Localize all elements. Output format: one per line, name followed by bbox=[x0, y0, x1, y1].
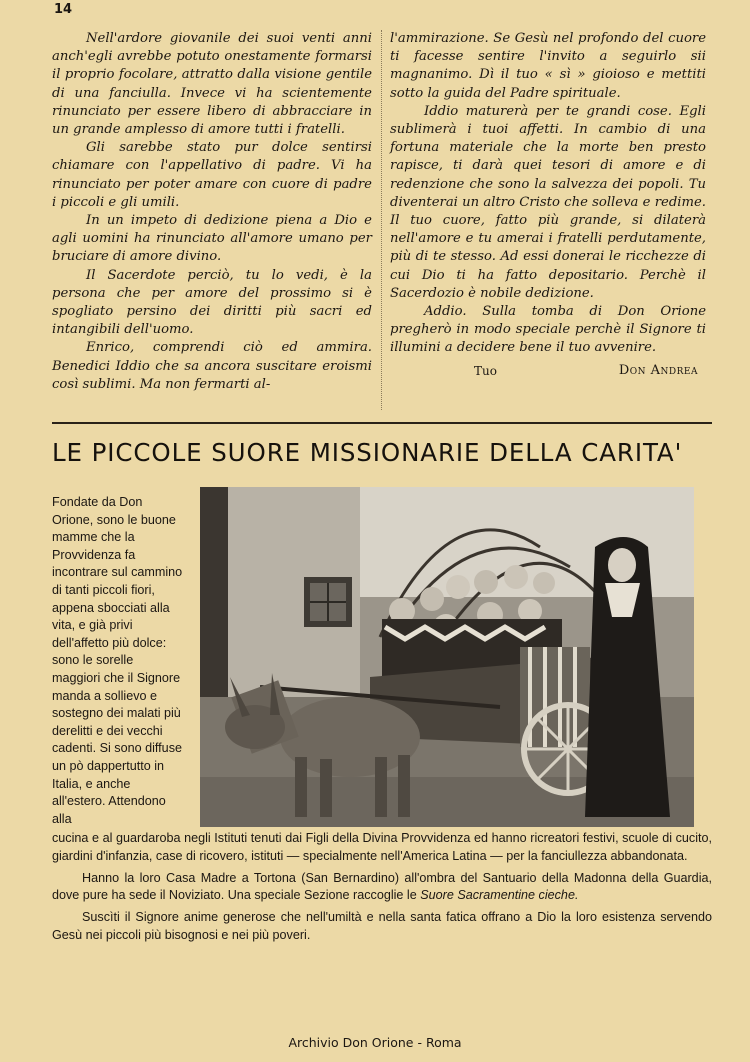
article-paragraph: cucina e al guardaroba negli Istituti tenuti dai Figli della Divina Provvidenza ed hanno ricreatori festivi, scuole di cucito, giardini d'infanzia, case di ricovero, istituti — specialmente nell'America Latina — per la fanciullezza abbandonata. bbox=[52, 831, 712, 863]
article-emphasis: Suore Sacramentine cieche. bbox=[420, 888, 579, 903]
article-headline: LE PICCOLE SUORE MISSIONARIE DELLA CARITA' bbox=[52, 438, 683, 467]
letter-paragraph: Il Sacerdote perciò, tu lo vedi, è la persona che per amore del prossimo si è spogliato persino dei diritti più sacri ed intangibili dell'uomo. bbox=[52, 267, 372, 338]
letter-signature bbox=[390, 362, 706, 380]
page-number: 14 bbox=[54, 2, 73, 17]
letter-paragraph: In un impeto di dedizione piena a Dio e agli uomini ha rinunciato all'amore umano per bruciare di amore divino. bbox=[52, 213, 372, 265]
article-paragraph: Suscìti il Signore anime generose che nell'umiltà e nella santa fatica offrano a Dio la loro esistenza servendo Gesù nei piccoli più bisognosi e nei più poveri. bbox=[52, 910, 712, 942]
letter-column-left bbox=[52, 30, 372, 394]
letter-paragraph: l'ammirazione. Se Gesù nel profondo del cuore ti facesse sentire l'invito a seguirlo sii magnanimo. Dì il tuo « sì » gioioso e mettiti sotto la guida del Padre spirituale. bbox=[390, 31, 706, 101]
archive-footer: Archivio Don Orione - Roma bbox=[288, 1035, 462, 1050]
article-paragraph-text: Hanno la loro Casa Madre a Tortona (San Bernardino) all'ombra del Santuario della Madonna della Guardia, dove pure ha sede il Noviziato. Una speciale Sezione raccoglie le bbox=[52, 870, 712, 903]
article-paragraph bbox=[52, 870, 712, 906]
article-intro: Fondate da Don Orione, sono le buone mamme che la Provvidenza fa incontrare sul cammino di tanti piccoli fiori, appena sbocciati alla vita, e già privi dell'affetto più dolce: sono le sorelle maggiori che il Signore manda a sollievo e sostegno dei malati più derelitti e dei vecchi cadenti. Si sono diffuse un pò dappertutto in Italia, e anche all'estero. Attendono alla bbox=[52, 495, 183, 826]
letter-closing: Tuo bbox=[474, 363, 497, 378]
letter-column-right bbox=[390, 30, 706, 380]
section-rule bbox=[52, 422, 712, 424]
letter-paragraph: Enrico, comprendi ciò ed ammira. Benedici Iddio che sa ancora suscitare eroismi così sublimi. Ma non fermarti al- bbox=[52, 340, 372, 392]
letter-paragraph: Iddio maturerà per te grandi cose. Egli sublimerà i tuoi affetti. In cambio di una fortuna materiale che la morte ben presto rapisce, ti darà quei tesori di amore e di redenzione che sono la salvezza dei popoli. Tu diventerai un altro Cristo che solleva e redime. Il tuo cuore, fatto più grande, si dilaterà nell'amore e tu amerai i fratelli perdutamente, più di te stesso. Ad essi donerai le ricchezze di cui Dio ti ha fatto depositario. Perchè il Sacerdozio è nobile dedizione. bbox=[390, 103, 706, 301]
letter-paragraph: Addio. Sulla tomba di Don Orione pregherò in modo speciale perchè il Signore ti illumini a decidere bene il tuo avvenire. bbox=[390, 304, 706, 356]
letter-paragraph: Gli sarebbe stato pur dolce sentirsi chiamare con l'appellativo di padre. Vi ha rinunciato per poter amare con cuore di padre i piccoli e gli umili. bbox=[52, 140, 372, 210]
article-photo bbox=[200, 487, 694, 827]
letter-signature-name: Don Andrea bbox=[618, 362, 698, 378]
letter-paragraph: Nell'ardore giovanile dei suoi venti anni anch'egli avrebbe potuto onestamente formarsi il proprio focolare, attratto dalla visione gentile di una fanciulla. Invece vi ha scientemente rinunciato per essere libero di abbracciare in un grande amplesso di amore tutti i fratelli. bbox=[52, 31, 372, 138]
article-body bbox=[52, 830, 712, 949]
column-divider bbox=[381, 30, 382, 410]
photo-illustration bbox=[200, 487, 694, 827]
